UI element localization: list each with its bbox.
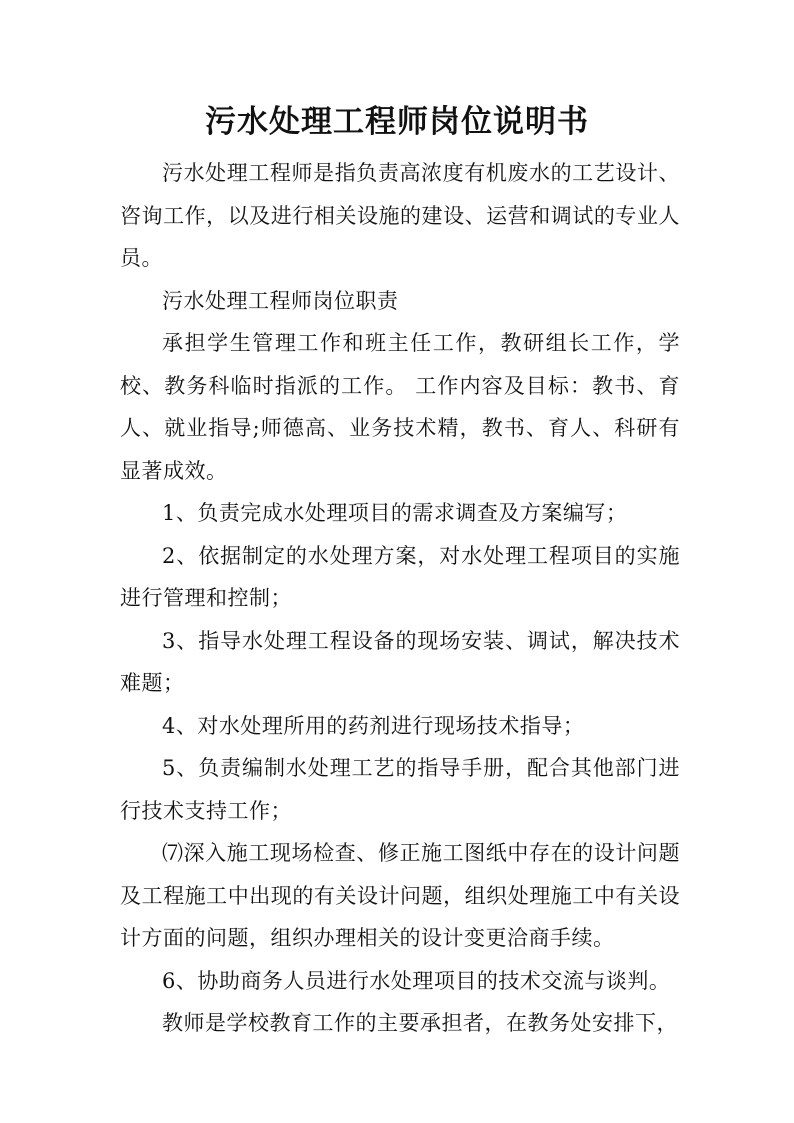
paragraph-duty-5: 5、负责编制水处理工艺的指导手册，配合其他部门进行技术支持工作；: [120, 756, 680, 823]
document-title: 污水处理工程师岗位说明书: [205, 104, 589, 140]
paragraph-teacher-role: 教师是学校教育工作的主要承担者，在教务处安排下，: [162, 1011, 678, 1035]
paragraph-duty-7: ⑺深入施工现场检查、修正施工图纸中存在的设计问题及工程施工中出现的有关设计问题，组织处理施工中有关设计方面的问题，组织办理相关的设计变更洽商手续。: [120, 841, 680, 950]
paragraph-duties-overview: 承担学生管理工作和班主任工作，教研组长工作，学校、教务科临时指派的工作。 工作内容及目标：教书、育人、就业指导;师德高、业务技术精，教书、育人、科研有显著成效。: [120, 331, 680, 483]
document-body: [120, 152, 680, 1045]
paragraph-duty-3: 3、指导水处理工程设备的现场安装、调试，解决技术难题；: [120, 628, 680, 695]
paragraph-duty-1: 1、负责完成水处理项目的需求调查及方案编写；: [162, 501, 628, 525]
paragraph-duty-2: 2、依据制定的水处理方案，对水处理工程项目的实施进行管理和控制；: [120, 543, 680, 610]
paragraph-duty-4: 4、对水处理所用的药剂进行现场技术指导；: [162, 713, 585, 738]
paragraph-intro: 污水处理工程师是指负责高浓度有机废水的工艺设计、咨询工作，以及进行相关设施的建设、运营和调试的专业人员。: [120, 161, 680, 270]
paragraph-duty-6: 6、协助商务人员进行水处理项目的技术交流与谈判。: [162, 968, 671, 993]
paragraph-section-heading: 污水处理工程师岗位职责: [162, 288, 399, 313]
